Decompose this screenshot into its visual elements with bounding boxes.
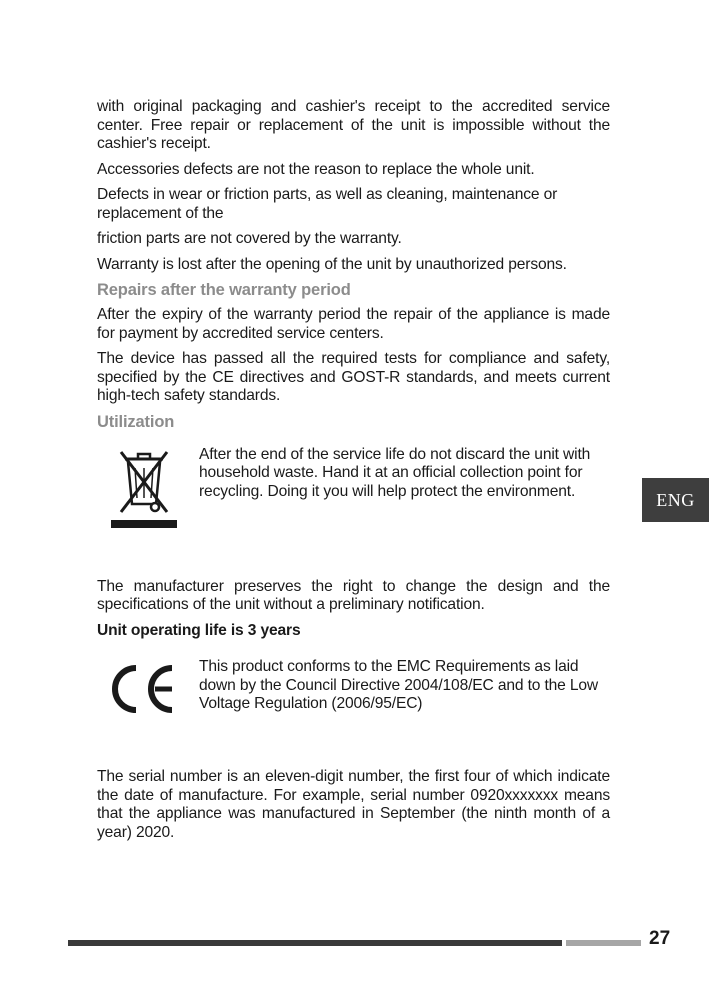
language-tab: ENG bbox=[642, 478, 709, 522]
footer-bar-light bbox=[566, 940, 641, 946]
ce-mark-icon bbox=[105, 662, 177, 716]
operating-life: Unit operating life is 3 years bbox=[97, 621, 301, 639]
ce-text: This product conforms to the EMC Requirements as laid down by the Council Directive 2004/108/EC and to the Low Voltage Regulation (2006/95/EC) bbox=[199, 658, 599, 712]
repairs-paragraph-2: The device has passed all the required tests for compliance and safety, specified by the CE directives and GOST-R standards, and meets current high-tech safety standards. bbox=[97, 350, 610, 404]
page-number: 27 bbox=[649, 928, 671, 949]
ce-block bbox=[97, 658, 610, 718]
weee-bin-icon bbox=[111, 446, 177, 530]
warranty-paragraph-4: friction parts are not covered by the warranty. bbox=[97, 230, 402, 247]
footer-bar-dark bbox=[68, 940, 562, 946]
warranty-paragraph-2: Accessories defects are not the reason to replace the whole unit. bbox=[97, 160, 535, 178]
utilization-text: After the end of the service life do not discard the unit with household waste. Hand it at an official collection point for recycling. Doing it you will help protect the environment. bbox=[199, 445, 591, 500]
serial-note: The serial number is an eleven-digit number, the first four of which indicate the date of manufacture. For example, serial number 0920xxxxxxx means that the appliance was manufactured in September (the ninth month of a year) 2020. bbox=[97, 768, 610, 841]
page-content bbox=[97, 98, 610, 849]
warranty-paragraph-1: with original packaging and cashier's receipt to the accredited service center. Free repair or replacement of the unit is impossible without the cashier's receipt. bbox=[97, 98, 610, 152]
utilization-block bbox=[97, 446, 610, 530]
utilization-heading: Utilization bbox=[97, 412, 175, 431]
warranty-paragraph-5: Warranty is lost after the opening of the unit by unauthorized persons. bbox=[97, 255, 567, 273]
manufacturer-note: The manufacturer preserves the right to change the design and the specifications of the unit without a preliminary notification. bbox=[97, 577, 610, 613]
repairs-paragraph-1: After the expiry of the warranty period the repair of the appliance is made for payment by accredited service centers. bbox=[97, 306, 610, 342]
repairs-heading: Repairs after the warranty period bbox=[97, 281, 351, 299]
warranty-paragraph-3: Defects in wear or friction parts, as well as cleaning, maintenance or replacement of the bbox=[97, 186, 558, 222]
